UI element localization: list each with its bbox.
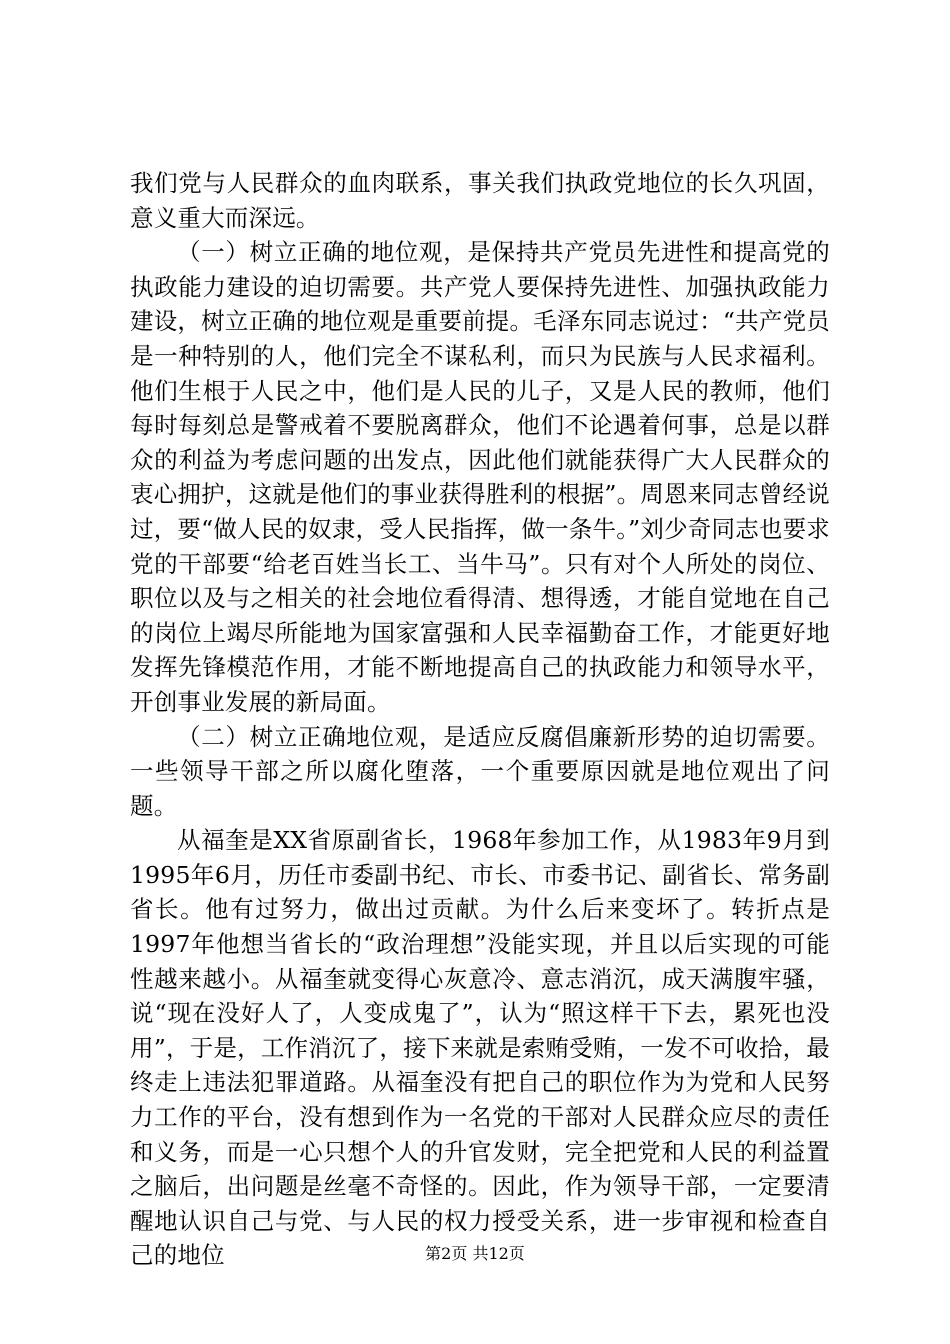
paragraph-4: 从福奎是XX省原副省长，1968年参加工作，从1983年9月到1995年6月，历任市委副书纪、市长、市委书记、副省长、常务副省长。他有过努力，做出过贡献。为什么后来变坏了。转折点是1997年他想当省长的“政治理想”没能实现，并且以后实现的可能性越来越小。从福奎就变得心灰意冷、意志消沉，成天满腹牢骚，说“现在没好人了，人变成鬼了”，认为“照这样干下去，累死也没用”，于是，工作消沉了，接下来就是索贿受贿，一发不可收拾，最终走上违法犯罪道路。从福奎没有把自己的职位作为为党和人民努力工作的平台，没有想到作为一名党的干部对人民群众应尽的责任和义务，而是一心只想个人的升官发财，完全把党和人民的利益置之脑后，出问题是丝毫不奇怪的。因此，作为领导干部，一定要清醒地认识自己与党、与人民的权力授受关系，进一步审视和检查自己的地位 [130,826,830,1270]
paragraph-2: （一）树立正确的地位观，是保持共产党员先进性和提高党的执政能力建设的迫切需要。共产党人要保持先进性、加强执政能力建设，树立正确的地位观是重要前提。毛泽东同志说过：“共产党员是一种特别的人，他们完全不谋私利，而只为民族与人民求福利。他们生根于人民之中，他们是人民的儿子，又是人民的教师，他们每时每刻总是警戒着不要脱离群众，他们不论遇着何事，总是以群众的利益为考虑问题的出发点，因此他们就能获得广大人民群众的衷心拥护，这就是他们的事业获得胜利的根据”。周恩来同志曾经说过，要“做人民的奴隶，受人民指挥，做一条牛。”刘少奇同志也要求党的干部要“给老百姓当长工、当牛马”。只有对个人所处的岗位、职位以及与之相关的社会地位看得清、想得透，才能自觉地在自己的岗位上竭尽所能地为国家富强和人民幸福勤奋工作，才能更好地发挥先锋模范作用，才能不断地提高自己的执政能力和领导水平，开创事业发展的新局面。 [130,238,830,716]
page-number-footer: 第2页 共12页 [425,1244,525,1263]
paragraph-1: 我们党与人民群众的血肉联系，事关我们执政党地位的长久巩固，意义重大而深远。 [130,169,830,232]
document-body [130,166,830,1273]
paragraph-3: （二）树立正确地位观，是适应反腐倡廉新形势的迫切需要。一些领导干部之所以腐化堕落，一个重要原因就是地位观出了问题。 [130,722,830,820]
